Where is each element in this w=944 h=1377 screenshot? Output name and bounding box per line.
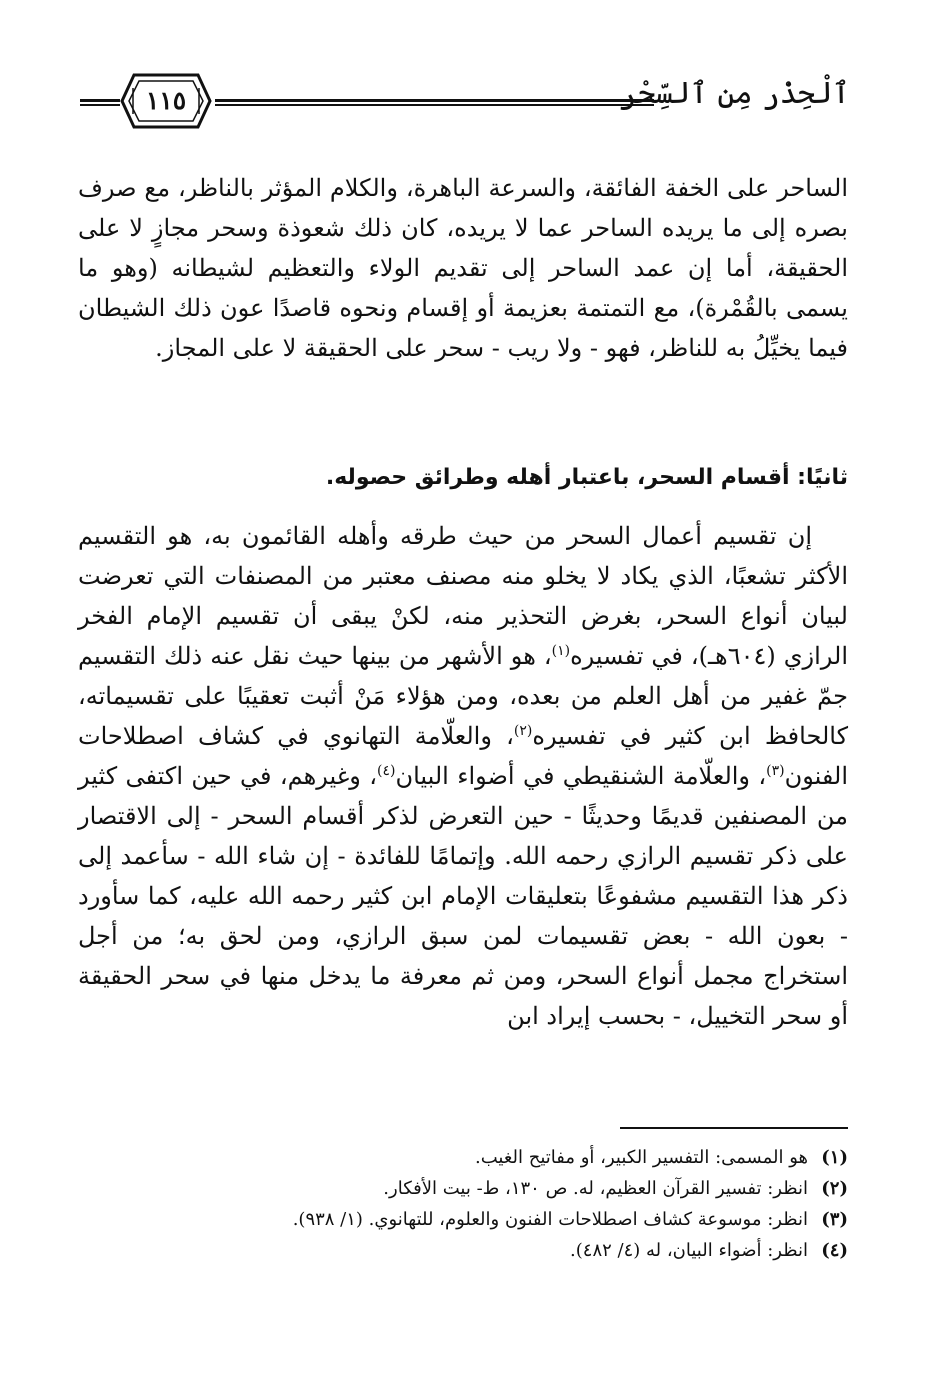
footnote-3 [78,1204,848,1235]
footnote-text: هو المسمى: التفسير الكبير، أو مفاتيح الغيب. [475,1147,808,1168]
footnote-ref-4[interactable]: (٤) [376,763,396,779]
footnote-number: (٣) [821,1209,848,1230]
paragraph-2-part-2: ، هو الأشهر من بينها حيث نقل عنه ذلك التقسيم جمّ غفير من أهل العلم من بعده، ومن هؤلاء مَنْ أثبت تعقيبًا على تقسيماته، كالحافظ ابن كثير في تفسيره [78,642,849,750]
paragraph-1: الساحر على الخفة الفائقة، والسرعة الباهرة، والكلام المؤثر بالناظر، مع صرف بصره إلى ما يريده الساحر عما لا يريده، كان ذلك شعوذة وسحر مجازٍ لا على الحقيقة، أما إن عمد الساحر إلى تقديم الولاء والتعظيم لشيطانه (وهو ما يسمى بالقُمْرة)، مع التمتمة بعزيمة أو إقسام ونحوه قاصدًا عون ذلك الشيطان فيما يخيِّلُ به للناظر، فهو - ولا ريب - سحر على الحقيقة لا على المجاز. [78,174,848,362]
footnote-text: انظر: تفسير القرآن العظيم، له. ص ١٣٠، ط- بيت الأفكار. [383,1178,808,1199]
footnote-1 [78,1142,848,1173]
footnote-number: (١) [821,1147,848,1168]
footnote-4 [78,1235,848,1266]
footnote-divider [620,1127,848,1129]
page-number: ١١٥ [145,86,187,115]
header-rule-short [80,99,120,106]
page-number-badge [120,72,212,130]
paragraph-2-part-5: ، وغيرهم، في حين اكتفى كثير من المصنفين قديمًا وحديثًا - حين التعرض لذكر أقسام السحر - إلى الاقتصار على ذكر تقسيم الرازي رحمه الله. وإتمامًا للفائدة - إن شاء الله - سأعمد إلى ذكر هذا التقسيم مشفوعًا بتعليقات الإمام ابن كثير رحمه الله عليه، كما سأورد - بعون الله - بعض تقسيمات لمن سبق الرازي، ومن لحق به؛ من أجل استخراج مجمل أنواع السحر، ومن ثم معرفة ما يدخل منها في سحر الحقيقة أو سحر التخييل، - بحسب إيراد ابن [78,762,848,1030]
footnote-text: انظر: موسوعة كشاف اصطلاحات الفنون والعلوم، للتهانوي. (١/ ٩٣٨). [292,1209,808,1230]
footnote-text: انظر: أضواء البيان، له (٤/ ٤٨٢). [570,1240,808,1261]
footnote-number: (٢) [821,1178,848,1199]
paragraph-2-part-4: ، والعلّامة الشنقيطي في أضواء البيان [395,762,767,790]
footnote-ref-2[interactable]: (٢) [513,723,533,739]
paragraph-2 [78,516,848,1036]
header-rule-long [215,99,654,106]
paragraph-2-part-1: إن تقسيم أعمال السحر من حيث طرقه وأهله القائمون به، هو التقسيم الأكثر تشعبًا، الذي يكاد لا يخلو منه مصنف معتبر من المصنفات التي تعرضت لبيان أنواع السحر، بغرض التحذير منه، لكنْ يبقى أن تقسيم الإمام الفخر الرازي (٦٠٤هـ)، في تفسيره [78,522,848,670]
paragraph-2-part-3: ، والعلّامة التهانوي في كشاف اصطلاحات الفنون [78,722,848,790]
footnote-number: (٤) [821,1240,848,1261]
footnote-2 [78,1173,848,1204]
page-header [80,62,850,142]
section-heading: ثانيًا: أقسام السحر، باعتبار أهله وطرائق حصوله. [325,465,848,490]
footnote-ref-3[interactable]: (٣) [766,763,785,779]
running-title: ٱلْحِذْر مِن ٱلسِّحْر [619,76,850,111]
footnotes [78,1142,848,1266]
footnote-ref-1[interactable]: (١) [551,643,571,659]
